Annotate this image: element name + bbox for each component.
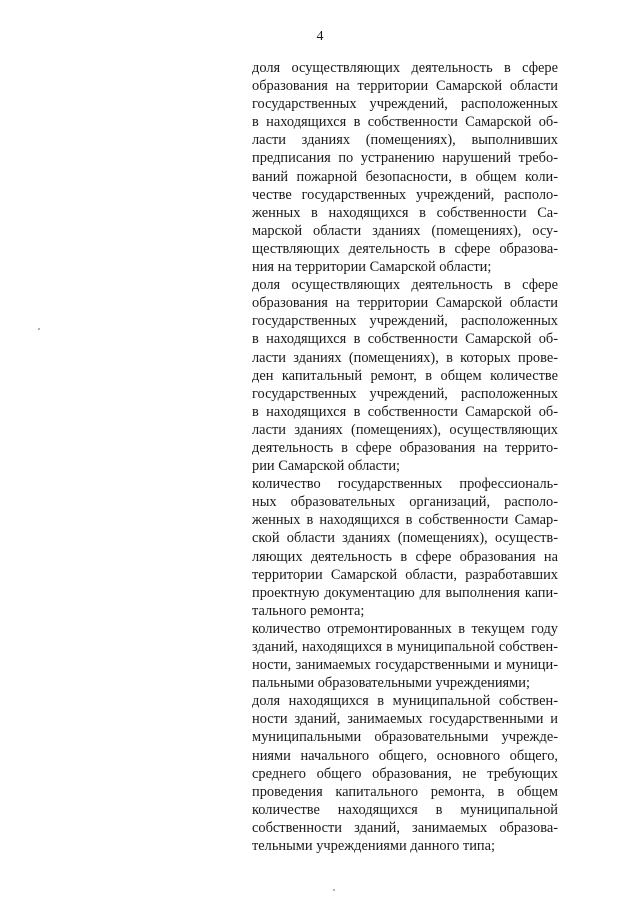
text-line: государственных учреждений, расположенных (252, 385, 558, 402)
text-line: образования на территории Самарской области (252, 78, 558, 95)
text-line: среднего общего образования, не требующих (252, 765, 558, 782)
text-line: предписания по устранению нарушений требо- (252, 150, 558, 167)
text-line: рии Самарской области; (252, 458, 401, 475)
text-line: государственных учреждений, расположенных (252, 96, 558, 113)
text-line: ности, занимаемых государственными и муници- (252, 657, 558, 674)
text-line: ласти зданиях (помещениях), выполнивших (252, 132, 558, 149)
text-line: образования на территории Самарской области (252, 295, 558, 312)
text-line: ности зданий, занимаемых государственными и (252, 711, 558, 728)
text-line: ния на территории Самарской области; (252, 259, 492, 276)
text-line: в находящихся в собственности Самарской об- (252, 114, 558, 131)
text-line: ществляющих деятельность в сфере образова- (252, 240, 558, 257)
text-line: ласти зданиях (помещениях), в которых прове- (252, 349, 558, 366)
text-line: в находящихся в собственности Самарской об- (252, 403, 558, 420)
text-line: тального ремонта; (252, 602, 365, 619)
text-line: доля осуществляющих деятельность в сфере (252, 277, 558, 294)
text-line: ных образовательных организаций, располо- (252, 494, 558, 511)
text-line: честве государственных учреждений, располо- (252, 186, 558, 203)
scan-speck (38, 328, 40, 330)
text-line: доля осуществляющих деятельность в сфере (252, 60, 558, 76)
text-line: количество отремонтированных в текущем году (252, 620, 558, 637)
text-line: ской области зданиях (помещениях), осуществ- (252, 530, 558, 547)
text-line: государственных учреждений, расположенных (252, 313, 558, 330)
text-line: ниями начального общего, основного общего, (252, 747, 558, 764)
text-line: территории Самарской области, разработавших (252, 566, 558, 583)
text-line: проектную документацию для выполнения капи- (252, 584, 558, 601)
text-line: женных в находящихся в собственности Самар- (252, 512, 558, 529)
body-text (252, 59, 558, 855)
text-line: марской области зданиях (помещениях), осу- (252, 222, 558, 239)
text-line: женных в находящихся в собственности Са- (252, 204, 558, 221)
text-line: ден капитальный ремонт, в общем количестве (252, 367, 558, 384)
text-line: муниципальными образовательными учрежде- (252, 729, 558, 746)
text-line: пальными образовательными учреждениями; (252, 675, 530, 692)
text-line: доля находящихся в муниципальной собствен- (252, 693, 558, 710)
text-line: деятельность в сфере образования на террито- (252, 439, 558, 456)
text-line: собственности зданий, занимаемых образова- (252, 819, 558, 836)
text-line: ласти зданиях (помещениях), осуществляющих (252, 421, 558, 438)
text-line: ляющих деятельность в сфере образования на (252, 548, 558, 565)
text-line: зданий, находящихся в муниципальной собствен- (252, 639, 558, 655)
text-line: тельными учреждениями данного типа; (252, 838, 496, 855)
text-line: количество государственных профессиональ- (252, 476, 558, 493)
text-line: в находящихся в собственности Самарской об- (252, 331, 558, 348)
scan-speck (333, 889, 335, 891)
text-line: проведения капитального ремонта, в общем (252, 783, 558, 800)
text-line: количестве находящихся в муниципальной (252, 801, 558, 818)
text-line: ваний пожарной безопасности, в общем коли- (252, 168, 558, 185)
page-number: 4 (316, 29, 324, 44)
